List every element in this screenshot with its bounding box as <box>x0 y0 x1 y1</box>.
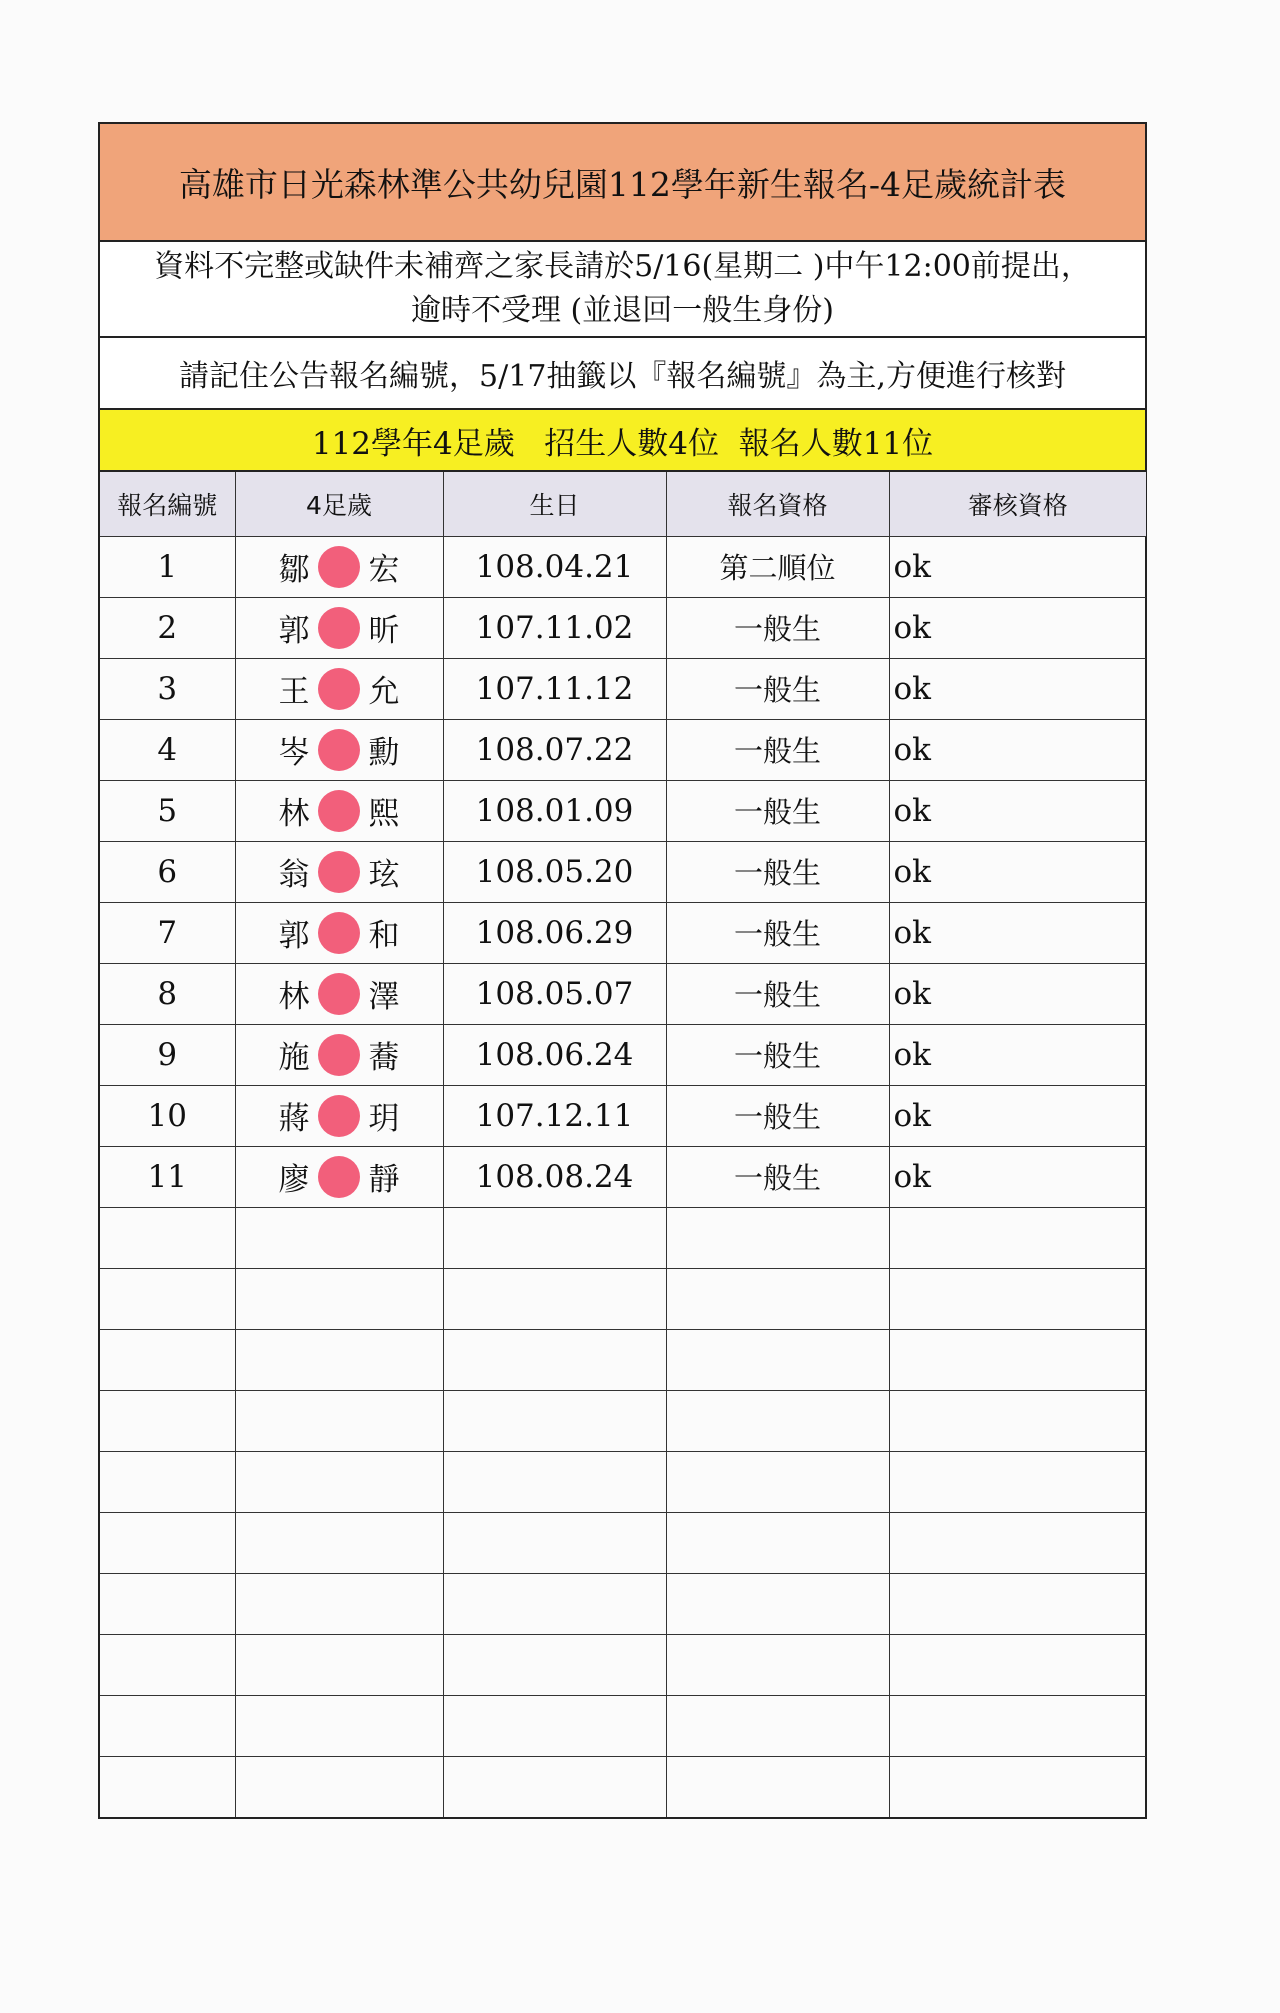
surname: 郭 <box>278 613 310 649</box>
redaction-mark <box>318 1095 360 1137</box>
col-header-name: 4足歲 <box>235 472 443 536</box>
surname: 王 <box>278 674 310 710</box>
col-header-type: 報名資格 <box>666 472 889 536</box>
row-id: 1 <box>100 536 235 597</box>
table-row <box>100 597 1146 658</box>
given-name: 玹 <box>368 857 400 893</box>
row-birthday: 108.06.29 <box>443 902 666 963</box>
row-type: 一般生 <box>666 963 889 1024</box>
given-name: 玥 <box>368 1101 400 1137</box>
empty-cell <box>235 1268 443 1329</box>
row-name <box>235 719 443 780</box>
empty-row <box>100 1207 1146 1268</box>
name-wrap <box>274 1093 404 1138</box>
row-id: 7 <box>100 902 235 963</box>
name-wrap <box>274 1032 404 1077</box>
row-type: 一般生 <box>666 841 889 902</box>
surname: 鄒 <box>278 552 310 588</box>
empty-cell <box>443 1512 666 1573</box>
surname: 林 <box>278 979 310 1015</box>
col-header-id: 報名編號 <box>100 472 235 536</box>
redaction-mark <box>318 607 360 649</box>
row-review: ok <box>889 1146 1146 1207</box>
table-row <box>100 1024 1146 1085</box>
row-type: 一般生 <box>666 719 889 780</box>
row-id: 2 <box>100 597 235 658</box>
row-birthday: 108.01.09 <box>443 780 666 841</box>
row-name <box>235 841 443 902</box>
row-review: ok <box>889 597 1146 658</box>
empty-cell <box>100 1634 235 1695</box>
row-name <box>235 1085 443 1146</box>
empty-cell <box>235 1573 443 1634</box>
sheet-title <box>100 124 1145 242</box>
empty-cell <box>666 1207 889 1268</box>
empty-row <box>100 1329 1146 1390</box>
title-text: 高雄市日光森林準公共幼兒園112學年新生報名-4足歲統計表 <box>178 164 1067 204</box>
redaction-mark <box>318 973 360 1015</box>
redaction-mark <box>318 851 360 893</box>
row-name <box>235 902 443 963</box>
empty-row <box>100 1573 1146 1634</box>
name-wrap <box>274 544 404 589</box>
empty-cell <box>443 1329 666 1390</box>
row-name <box>235 658 443 719</box>
row-birthday: 107.12.11 <box>443 1085 666 1146</box>
empty-cell <box>235 1512 443 1573</box>
row-review: ok <box>889 658 1146 719</box>
row-id: 3 <box>100 658 235 719</box>
given-name: 昕 <box>368 613 400 649</box>
quota-summary <box>100 410 1145 472</box>
empty-cell <box>889 1207 1146 1268</box>
given-name: 靜 <box>368 1162 400 1198</box>
name-wrap <box>274 849 404 894</box>
row-id: 10 <box>100 1085 235 1146</box>
row-type: 一般生 <box>666 597 889 658</box>
notice-line-2: 逾時不受理 (並退回一般生身份) <box>411 293 834 328</box>
row-review: ok <box>889 1085 1146 1146</box>
empty-cell <box>235 1390 443 1451</box>
surname: 施 <box>278 1040 310 1076</box>
empty-cell <box>889 1634 1146 1695</box>
col-header-review: 審核資格 <box>889 472 1146 536</box>
surname: 岑 <box>278 735 310 771</box>
enrollment-table <box>100 472 1146 1817</box>
row-name <box>235 1146 443 1207</box>
row-birthday: 107.11.02 <box>443 597 666 658</box>
row-id: 4 <box>100 719 235 780</box>
empty-cell <box>100 1573 235 1634</box>
empty-cell <box>889 1329 1146 1390</box>
empty-cell <box>100 1512 235 1573</box>
row-name <box>235 1024 443 1085</box>
empty-cell <box>666 1268 889 1329</box>
empty-cell <box>443 1756 666 1817</box>
empty-cell <box>235 1207 443 1268</box>
empty-cell <box>889 1268 1146 1329</box>
table-row <box>100 719 1146 780</box>
quota-text: 112學年4足歲 招生人數4位 報名人數11位 <box>311 425 934 462</box>
col-header-birthday: 生日 <box>443 472 666 536</box>
given-name: 勳 <box>368 735 400 771</box>
row-id: 6 <box>100 841 235 902</box>
name-wrap <box>274 727 404 772</box>
empty-row <box>100 1634 1146 1695</box>
table-row <box>100 536 1146 597</box>
redaction-mark <box>318 668 360 710</box>
name-wrap <box>274 666 404 711</box>
empty-cell <box>235 1634 443 1695</box>
row-review: ok <box>889 719 1146 780</box>
given-name: 蕎 <box>368 1040 400 1076</box>
given-name: 澤 <box>368 979 400 1015</box>
empty-cell <box>666 1329 889 1390</box>
row-birthday: 108.08.24 <box>443 1146 666 1207</box>
row-birthday: 108.05.20 <box>443 841 666 902</box>
row-review: ok <box>889 780 1146 841</box>
row-birthday: 108.05.07 <box>443 963 666 1024</box>
name-wrap <box>274 1154 404 1199</box>
enrollment-sheet <box>98 122 1147 1819</box>
surname: 郭 <box>278 918 310 954</box>
row-id: 11 <box>100 1146 235 1207</box>
reminder-text: 請記住公告報名編號，5/17抽籤以『報名編號』為主,方便進行核對 <box>179 359 1066 394</box>
redaction-mark <box>318 1156 360 1198</box>
empty-cell <box>666 1390 889 1451</box>
empty-cell <box>235 1451 443 1512</box>
empty-cell <box>666 1756 889 1817</box>
name-wrap <box>274 910 404 955</box>
surname: 蔣 <box>278 1101 310 1137</box>
given-name: 宏 <box>368 552 400 588</box>
row-birthday: 108.06.24 <box>443 1024 666 1085</box>
empty-cell <box>889 1451 1146 1512</box>
lottery-reminder <box>100 338 1145 410</box>
row-birthday: 108.04.21 <box>443 536 666 597</box>
empty-cell <box>443 1573 666 1634</box>
row-id: 9 <box>100 1024 235 1085</box>
empty-cell <box>889 1756 1146 1817</box>
row-id: 5 <box>100 780 235 841</box>
empty-cell <box>889 1390 1146 1451</box>
redaction-mark <box>318 912 360 954</box>
surname: 翁 <box>278 857 310 893</box>
row-type: 一般生 <box>666 1146 889 1207</box>
empty-cell <box>235 1756 443 1817</box>
empty-cell <box>100 1329 235 1390</box>
row-review: ok <box>889 841 1146 902</box>
empty-cell <box>666 1573 889 1634</box>
table-row <box>100 1085 1146 1146</box>
table-row <box>100 658 1146 719</box>
given-name: 熙 <box>368 796 400 832</box>
empty-row <box>100 1756 1146 1817</box>
row-type: 一般生 <box>666 902 889 963</box>
empty-cell <box>443 1207 666 1268</box>
table-header-row <box>100 472 1146 536</box>
row-name <box>235 963 443 1024</box>
deadline-notice <box>100 242 1145 338</box>
empty-cell <box>443 1390 666 1451</box>
row-type: 一般生 <box>666 658 889 719</box>
surname: 廖 <box>278 1162 310 1198</box>
empty-cell <box>100 1390 235 1451</box>
table-row <box>100 1146 1146 1207</box>
row-birthday: 108.07.22 <box>443 719 666 780</box>
empty-cell <box>100 1268 235 1329</box>
empty-row <box>100 1390 1146 1451</box>
row-id: 8 <box>100 963 235 1024</box>
empty-row <box>100 1451 1146 1512</box>
empty-cell <box>100 1207 235 1268</box>
empty-cell <box>443 1451 666 1512</box>
row-name <box>235 780 443 841</box>
empty-row <box>100 1268 1146 1329</box>
table-body <box>100 536 1146 1817</box>
empty-cell <box>100 1695 235 1756</box>
redaction-mark <box>318 546 360 588</box>
table-row <box>100 780 1146 841</box>
empty-cell <box>666 1451 889 1512</box>
empty-row <box>100 1695 1146 1756</box>
empty-cell <box>443 1634 666 1695</box>
empty-cell <box>443 1268 666 1329</box>
name-wrap <box>274 971 404 1016</box>
empty-cell <box>100 1451 235 1512</box>
notice-line-1: 資料不完整或缺件未補齊之家長請於5/16(星期二 )中午12:00前提出， <box>154 249 1091 284</box>
row-review: ok <box>889 536 1146 597</box>
given-name: 和 <box>368 918 400 954</box>
row-review: ok <box>889 902 1146 963</box>
empty-cell <box>235 1329 443 1390</box>
surname: 林 <box>278 796 310 832</box>
row-type: 一般生 <box>666 780 889 841</box>
empty-cell <box>666 1512 889 1573</box>
row-review: ok <box>889 1024 1146 1085</box>
table-row <box>100 902 1146 963</box>
empty-cell <box>443 1695 666 1756</box>
redaction-mark <box>318 729 360 771</box>
empty-cell <box>100 1756 235 1817</box>
redaction-mark <box>318 1034 360 1076</box>
table-row <box>100 841 1146 902</box>
row-type: 一般生 <box>666 1085 889 1146</box>
empty-cell <box>235 1695 443 1756</box>
row-type: 一般生 <box>666 1024 889 1085</box>
empty-row <box>100 1512 1146 1573</box>
row-birthday: 107.11.12 <box>443 658 666 719</box>
empty-cell <box>666 1634 889 1695</box>
given-name: 允 <box>368 674 400 710</box>
empty-cell <box>889 1512 1146 1573</box>
row-name <box>235 597 443 658</box>
name-wrap <box>274 788 404 833</box>
name-wrap <box>274 605 404 650</box>
row-review: ok <box>889 963 1146 1024</box>
redaction-mark <box>318 790 360 832</box>
row-name <box>235 536 443 597</box>
empty-cell <box>889 1573 1146 1634</box>
table-row <box>100 963 1146 1024</box>
empty-cell <box>889 1695 1146 1756</box>
row-type: 第二順位 <box>666 536 889 597</box>
empty-cell <box>666 1695 889 1756</box>
